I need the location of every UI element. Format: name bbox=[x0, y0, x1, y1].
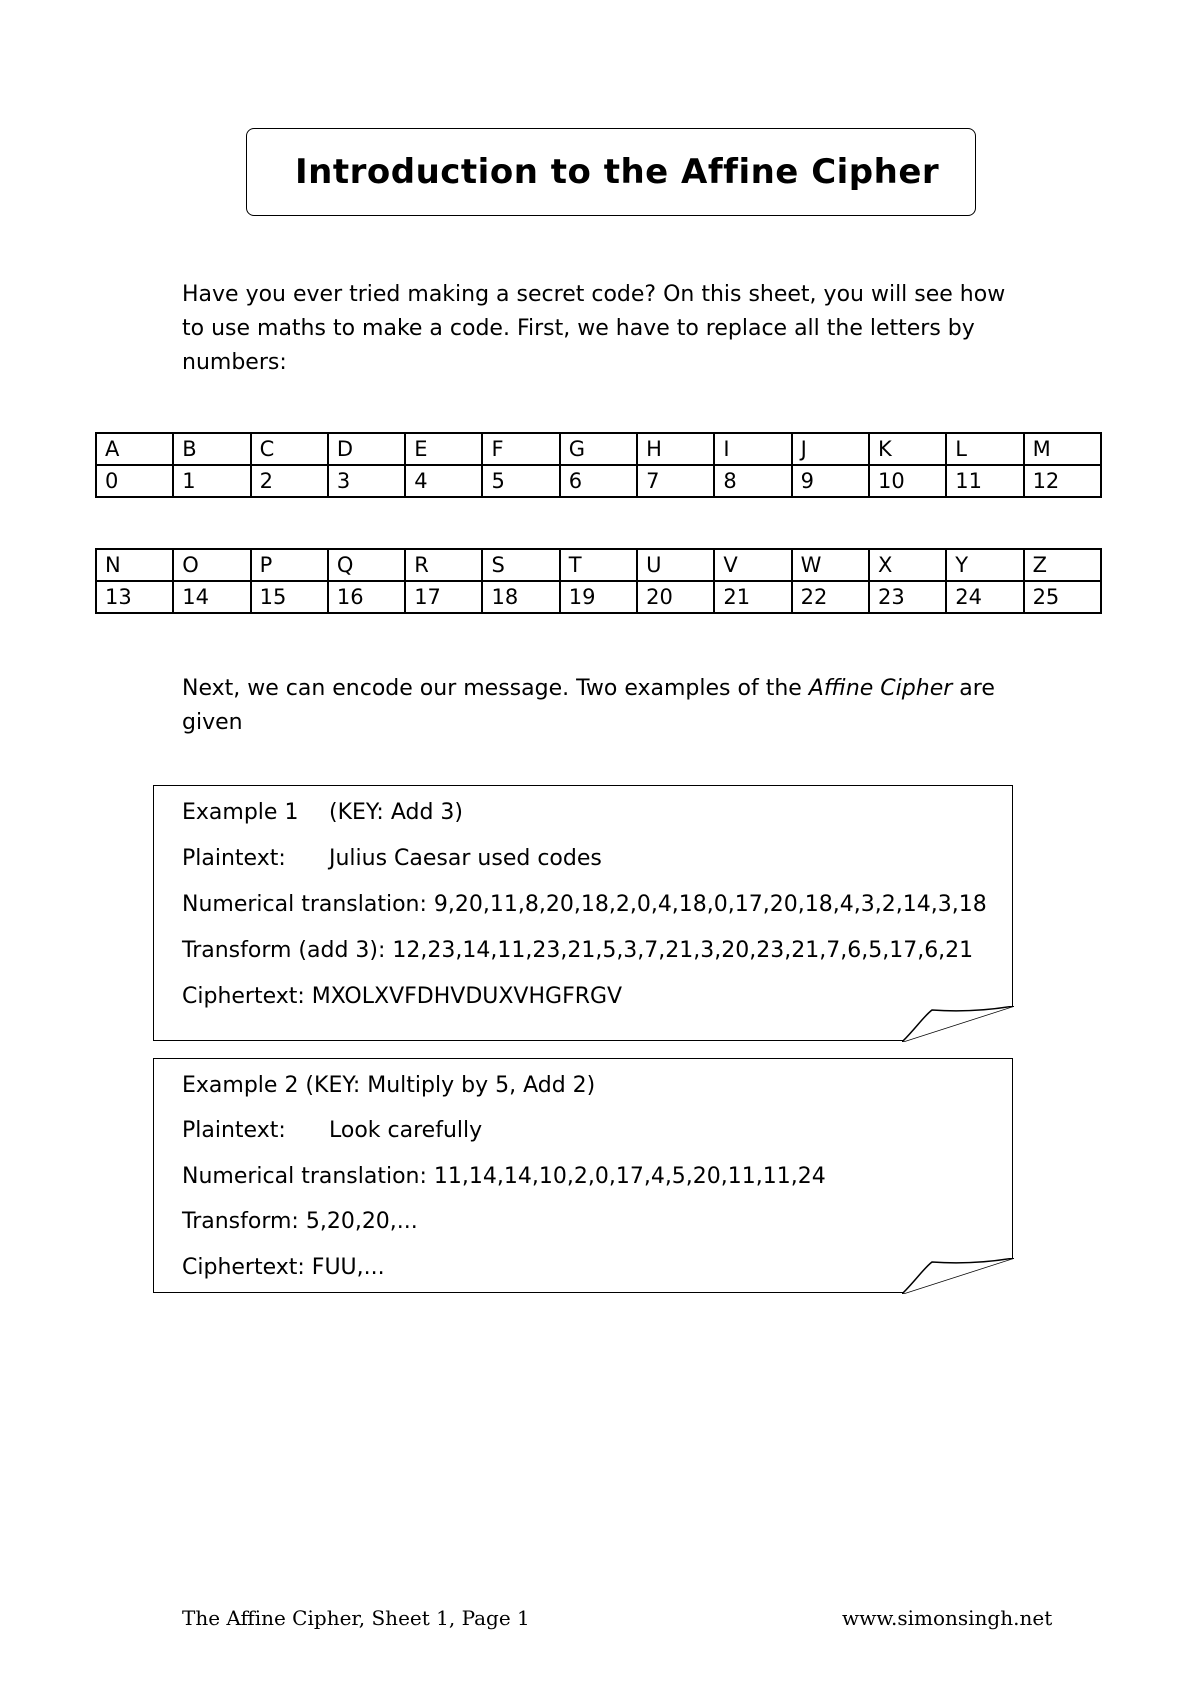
number-cell: 21 bbox=[714, 581, 791, 613]
letter-number-table-2 bbox=[95, 548, 1102, 614]
letter-row bbox=[96, 433, 1101, 465]
number-cell: 4 bbox=[405, 465, 482, 497]
number-cell: 10 bbox=[869, 465, 946, 497]
example-1-transform: Transform (add 3): 12,23,14,11,23,21,5,3,7,21,3,20,23,21,7,6,5,17,6,21 bbox=[182, 938, 974, 963]
next-paragraph-line-1 bbox=[182, 672, 1042, 706]
example-2-plaintext: Look carefully bbox=[329, 1118, 483, 1143]
letter-cell: X bbox=[869, 549, 946, 581]
footer-website-link[interactable]: www.simonsingh.net bbox=[842, 1606, 1053, 1630]
number-cell: 3 bbox=[328, 465, 405, 497]
letter-cell: E bbox=[405, 433, 482, 465]
number-cell: 7 bbox=[637, 465, 714, 497]
intro-line-1: Have you ever tried making a secret code? On this sheet, you will see how bbox=[182, 282, 1006, 307]
page-curl-icon bbox=[902, 1258, 1014, 1294]
next-paragraph-line-2: given bbox=[182, 710, 243, 735]
title-box bbox=[246, 128, 976, 216]
number-cell: 24 bbox=[946, 581, 1023, 613]
letter-row bbox=[96, 549, 1101, 581]
next-text-after: are bbox=[952, 676, 995, 701]
footer-sheet-label: The Affine Cipher, Sheet 1, Page 1 bbox=[182, 1606, 530, 1630]
letter-cell: M bbox=[1024, 433, 1101, 465]
number-cell: 15 bbox=[251, 581, 328, 613]
letter-cell: Z bbox=[1024, 549, 1101, 581]
letter-cell: Y bbox=[946, 549, 1023, 581]
page-title: Introduction to the Affine Cipher bbox=[295, 152, 940, 192]
letter-number-table-1 bbox=[95, 432, 1102, 498]
example-2-box bbox=[153, 1058, 1013, 1293]
letter-cell: F bbox=[482, 433, 559, 465]
example-1-plaintext-label: Plaintext: bbox=[182, 846, 286, 871]
example-2-heading: Example 2 (KEY: Multiply by 5, Add 2) bbox=[182, 1073, 596, 1098]
intro-line-2: to use maths to make a code. First, we have to replace all the letters by bbox=[182, 316, 975, 341]
number-cell: 14 bbox=[173, 581, 250, 613]
example-1-ciphertext: Ciphertext: MXOLXVFDHVDUXVHGFRGV bbox=[182, 984, 623, 1009]
example-1-plaintext: Julius Caesar used codes bbox=[329, 846, 602, 871]
letter-cell: H bbox=[637, 433, 714, 465]
letter-cell: L bbox=[946, 433, 1023, 465]
number-cell: 2 bbox=[251, 465, 328, 497]
number-cell: 18 bbox=[482, 581, 559, 613]
number-cell: 9 bbox=[792, 465, 869, 497]
letter-cell: O bbox=[173, 549, 250, 581]
number-row bbox=[96, 581, 1101, 613]
page-curl-icon bbox=[902, 1006, 1014, 1042]
example-1-numerical-translation: Numerical translation: 9,20,11,8,20,18,2,0,4,18,0,17,20,18,4,3,2,14,3,18 bbox=[182, 892, 987, 917]
example-2-transform: Transform: 5,20,20,... bbox=[182, 1209, 418, 1234]
number-cell: 25 bbox=[1024, 581, 1101, 613]
letter-cell: C bbox=[251, 433, 328, 465]
number-cell: 16 bbox=[328, 581, 405, 613]
intro-line-3: numbers: bbox=[182, 350, 287, 375]
letter-cell: Q bbox=[328, 549, 405, 581]
letter-cell: R bbox=[405, 549, 482, 581]
number-cell: 8 bbox=[714, 465, 791, 497]
number-cell: 13 bbox=[96, 581, 173, 613]
number-cell: 5 bbox=[482, 465, 559, 497]
letter-cell: K bbox=[869, 433, 946, 465]
number-cell: 19 bbox=[560, 581, 637, 613]
next-text-emphasis: Affine Cipher bbox=[808, 676, 953, 701]
example-2-ciphertext: Ciphertext: FUU,... bbox=[182, 1255, 385, 1280]
letter-cell: P bbox=[251, 549, 328, 581]
next-text-before: Next, we can encode our message. Two examples of the bbox=[182, 676, 809, 701]
number-cell: 12 bbox=[1024, 465, 1101, 497]
number-cell: 20 bbox=[637, 581, 714, 613]
letter-cell: V bbox=[714, 549, 791, 581]
letter-cell: J bbox=[792, 433, 869, 465]
example-2-numerical-translation: Numerical translation: 11,14,14,10,2,0,17,4,5,20,11,11,24 bbox=[182, 1164, 826, 1189]
letter-cell: D bbox=[328, 433, 405, 465]
example-1-heading: Example 1 bbox=[182, 800, 299, 825]
letter-cell: G bbox=[560, 433, 637, 465]
letter-cell: U bbox=[637, 549, 714, 581]
number-cell: 0 bbox=[96, 465, 173, 497]
number-cell: 1 bbox=[173, 465, 250, 497]
number-cell: 22 bbox=[792, 581, 869, 613]
example-1-box bbox=[153, 785, 1013, 1041]
letter-cell: T bbox=[560, 549, 637, 581]
number-cell: 23 bbox=[869, 581, 946, 613]
letter-cell: W bbox=[792, 549, 869, 581]
example-1-key: (KEY: Add 3) bbox=[329, 800, 463, 825]
letter-cell: A bbox=[96, 433, 173, 465]
number-cell: 6 bbox=[560, 465, 637, 497]
letter-cell: I bbox=[714, 433, 791, 465]
letter-cell: N bbox=[96, 549, 173, 581]
number-cell: 17 bbox=[405, 581, 482, 613]
example-2-plaintext-label: Plaintext: bbox=[182, 1118, 286, 1143]
letter-cell: B bbox=[173, 433, 250, 465]
letter-cell: S bbox=[482, 549, 559, 581]
number-cell: 11 bbox=[946, 465, 1023, 497]
number-row bbox=[96, 465, 1101, 497]
